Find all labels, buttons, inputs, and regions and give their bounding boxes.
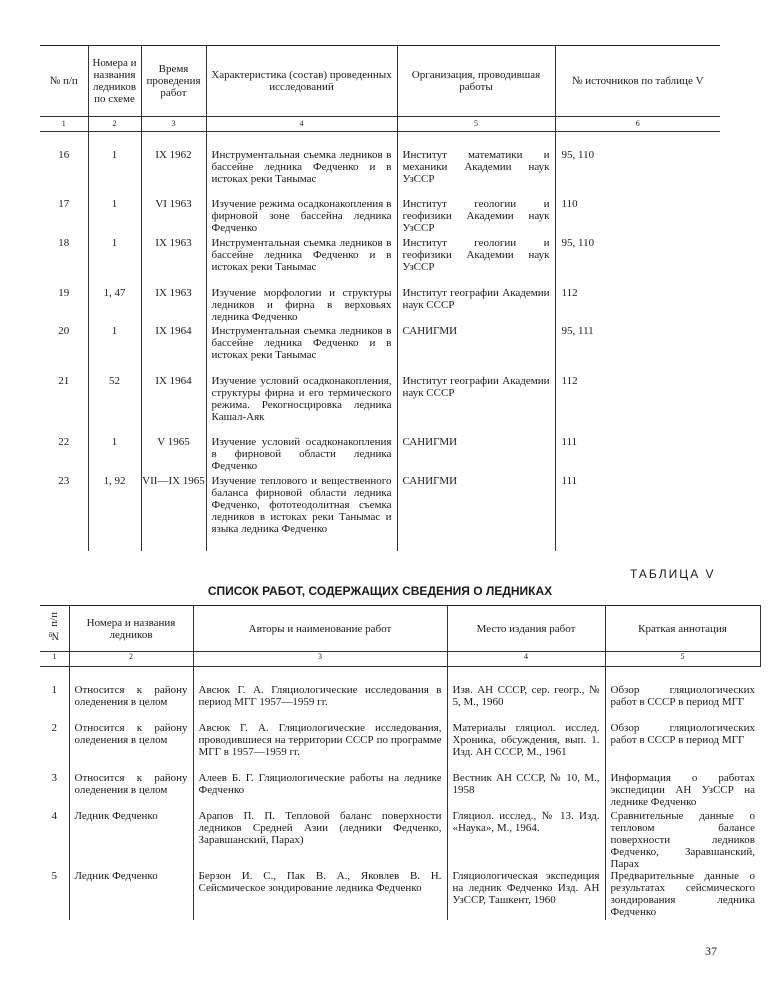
table-row xyxy=(40,287,720,325)
publication-place: Вестник АН СССР, № 10, М., 1958 xyxy=(447,772,605,810)
organization: Институт географии Академии наук СССР xyxy=(397,287,555,325)
work-period: IX 1964 xyxy=(141,375,206,436)
table-row xyxy=(40,198,720,237)
row-number: 1 xyxy=(40,684,69,722)
col-header-glacier: Номера и названия ледников по схеме xyxy=(88,46,141,117)
organization: САНИГМИ xyxy=(397,436,555,475)
glacier-name: Относится к району оледенения в целом xyxy=(69,772,193,810)
col-header-time: Время проведения работ xyxy=(141,46,206,117)
glacier-ids: 52 xyxy=(88,375,141,436)
author-and-work: Арапов П. П. Тепловой баланс поверхности ледников Средней Азии (ледники Федченко, Заравшанский, Парах) xyxy=(193,810,447,870)
row-number: 20 xyxy=(40,325,88,375)
glacier-ids: 1 xyxy=(88,198,141,237)
organization: Институт геологии и геофизики Академии наук УзССР xyxy=(397,198,555,237)
col-header-organization: Организация, проводившая работы xyxy=(397,46,555,117)
col-header-sources: № источников по таблице V xyxy=(555,46,720,117)
table-row xyxy=(40,325,720,375)
row-number: 5 xyxy=(40,870,69,920)
source-numbers: 95, 110 xyxy=(561,237,595,249)
work-period: IX 1963 xyxy=(141,237,206,287)
col-header-no xyxy=(40,606,69,652)
glacier-name: Относится к району оледенения в целом xyxy=(69,722,193,772)
organization: Институт геологии и геофизики Академии наук УзССР xyxy=(397,237,555,287)
research-description: Изучение морфологии и структуры ледников и фирна в верховьях ледника Федченко xyxy=(206,287,397,325)
col-number: 6 xyxy=(555,117,720,132)
col-number: 1 xyxy=(40,652,69,667)
table-title: СПИСОК РАБОТ, СОДЕРЖАЩИХ СВЕДЕНИЯ О ЛЕДНИКАХ xyxy=(207,584,553,598)
row-number: 22 xyxy=(40,436,88,475)
table-label: ТАБЛИЦА V xyxy=(630,567,716,581)
research-description: Изучение теплового и вещественного баланса фирновой области ледника Федченко, фототеодолитная съемка ледников в истоках реки Танымас и языка ледника Федченко xyxy=(206,475,397,551)
author-and-work: Алеев Б. Г. Гляциологические работы на леднике Федченко xyxy=(193,772,447,810)
table-row xyxy=(40,772,760,810)
row-number: 21 xyxy=(40,375,88,436)
research-description: Изучение условий осадконакопления, структуры фирна и его термического режима. Рекогносцировка ледника Кашал-Аяк xyxy=(206,375,397,436)
col-header-no-text: № п/п xyxy=(48,612,61,642)
author-and-work: Авсюк Г. А. Гляциологические исследования в период МГГ 1957—1959 гг. xyxy=(193,684,447,722)
author-and-work: Авсюк Г. А. Гляциологические исследования, проводившиеся на территории СССР по программе МГГ в 1957—1959 гг. xyxy=(193,722,447,772)
row-number: 19 xyxy=(40,287,88,325)
glacier-ids: 1, 47 xyxy=(88,287,141,325)
row-number: 23 xyxy=(40,475,88,551)
publication-place: Гляциологическая экспедиция на ледник Федченко Изд. АН УзССР, Ташкент, 1960 xyxy=(447,870,605,920)
glacier-ids: 1, 92 xyxy=(88,475,141,551)
table-row xyxy=(40,810,760,870)
source-numbers: 111 xyxy=(561,475,578,487)
work-period: VI 1963 xyxy=(141,198,206,237)
glacier-name: Ледник Федченко xyxy=(69,810,193,870)
col-number: 5 xyxy=(397,117,555,132)
source-numbers: 95, 110 xyxy=(561,149,595,161)
glacier-name: Ледник Федченко xyxy=(69,870,193,920)
row-number: 2 xyxy=(40,722,69,772)
glacier-ids: 1 xyxy=(88,237,141,287)
source-numbers: 111 xyxy=(561,436,578,448)
row-number: 18 xyxy=(40,237,88,287)
row-number: 16 xyxy=(40,149,88,198)
organization: Институт математики и механики Академии наук УзССР xyxy=(397,149,555,198)
col-number: 1 xyxy=(40,117,88,132)
glacier-ids: 1 xyxy=(88,436,141,475)
row-number: 3 xyxy=(40,772,69,810)
col-header-authors: Авторы и наименование работ xyxy=(193,606,447,652)
glacier-name: Относится к району оледенения в целом xyxy=(69,684,193,722)
source-numbers: 95, 111 xyxy=(561,325,594,337)
research-description: Изучение условий осадконакопления в фирновой области ледника Федченко xyxy=(206,436,397,475)
col-number: 5 xyxy=(605,652,760,667)
col-header-glacier: Номера и названия ледников xyxy=(69,606,193,652)
research-description: Инструментальная съемка ледников в бассейне ледника Федченко и в истоках реки Танымас xyxy=(206,325,397,375)
publication-place: Материалы гляциол. исслед. Хроника, обсуждения, вып. 1. Изд. АН СССР, М., 1961 xyxy=(447,722,605,772)
annotation: Предварительные данные о результатах сейсмического зондирования ледника Федченко xyxy=(610,870,755,918)
col-header-description: Характеристика (состав) проведенных исследований xyxy=(206,46,397,117)
annotation: Обзор гляциологических работ в СССР в период МГГ xyxy=(610,684,755,708)
annotation: Информация о работах экспедиции АН УзССР на леднике Федченко xyxy=(610,772,755,808)
table-row xyxy=(40,375,720,436)
glacier-ids: 1 xyxy=(88,325,141,375)
organization: Институт географии Академии наук СССР xyxy=(397,375,555,436)
annotation: Обзор гляциологических работ в СССР в период МГГ xyxy=(610,722,755,746)
table-row xyxy=(40,684,760,722)
row-number: 4 xyxy=(40,810,69,870)
research-description: Инструментальная съемка ледников в бассейне ледника Федченко и в истоках реки Танымас xyxy=(206,149,397,198)
col-number: 3 xyxy=(141,117,206,132)
table-row xyxy=(40,475,720,551)
col-header-publication-place: Место издания работ xyxy=(447,606,605,652)
table-row xyxy=(40,722,760,772)
work-period: V 1965 xyxy=(141,436,206,475)
annotation: Сравнительные данные о тепловом балансе поверхности ледников Федченко, Заравшанский, Парах xyxy=(610,810,755,870)
col-number: 4 xyxy=(447,652,605,667)
work-period: VII—IX 1965 xyxy=(141,475,206,551)
col-number: 3 xyxy=(193,652,447,667)
publication-place: Изв. АН СССР, сер. геогр., № 5, М., 1960 xyxy=(447,684,605,722)
col-number: 2 xyxy=(88,117,141,132)
col-number: 2 xyxy=(69,652,193,667)
author-and-work: Берзон И. С., Пак В. А., Яковлев В. Н. Сейсмическое зондирование ледника Федченко xyxy=(193,870,447,920)
research-description: Изучение режима осадконакопления в фирновой зоне бассейна ледника Федченко xyxy=(206,198,397,237)
research-table xyxy=(40,45,720,551)
works-list-table xyxy=(40,605,761,920)
work-period: IX 1964 xyxy=(141,325,206,375)
publication-place: Гляциол. исслед., № 13. Изд. «Наука», М., 1964. xyxy=(447,810,605,870)
table-row xyxy=(40,149,720,198)
source-numbers: 112 xyxy=(561,287,578,299)
work-period: IX 1962 xyxy=(141,149,206,198)
col-header-annotation: Краткая аннотация xyxy=(605,606,760,652)
organization: САНИГМИ xyxy=(397,325,555,375)
organization: САНИГМИ xyxy=(397,475,555,551)
glacier-ids: 1 xyxy=(88,149,141,198)
work-period: IX 1963 xyxy=(141,287,206,325)
source-numbers: 110 xyxy=(561,198,578,210)
table-row xyxy=(40,436,720,475)
table-row xyxy=(40,870,760,920)
page-number: 37 xyxy=(705,944,717,958)
row-number: 17 xyxy=(40,198,88,237)
research-description: Инструментальная съемка ледников в бассейне ледника Федченко и в истоках реки Танымас xyxy=(206,237,397,287)
table-row xyxy=(40,237,720,287)
col-header-no: № п/п xyxy=(40,46,88,117)
source-numbers: 112 xyxy=(561,375,578,387)
col-number: 4 xyxy=(206,117,397,132)
